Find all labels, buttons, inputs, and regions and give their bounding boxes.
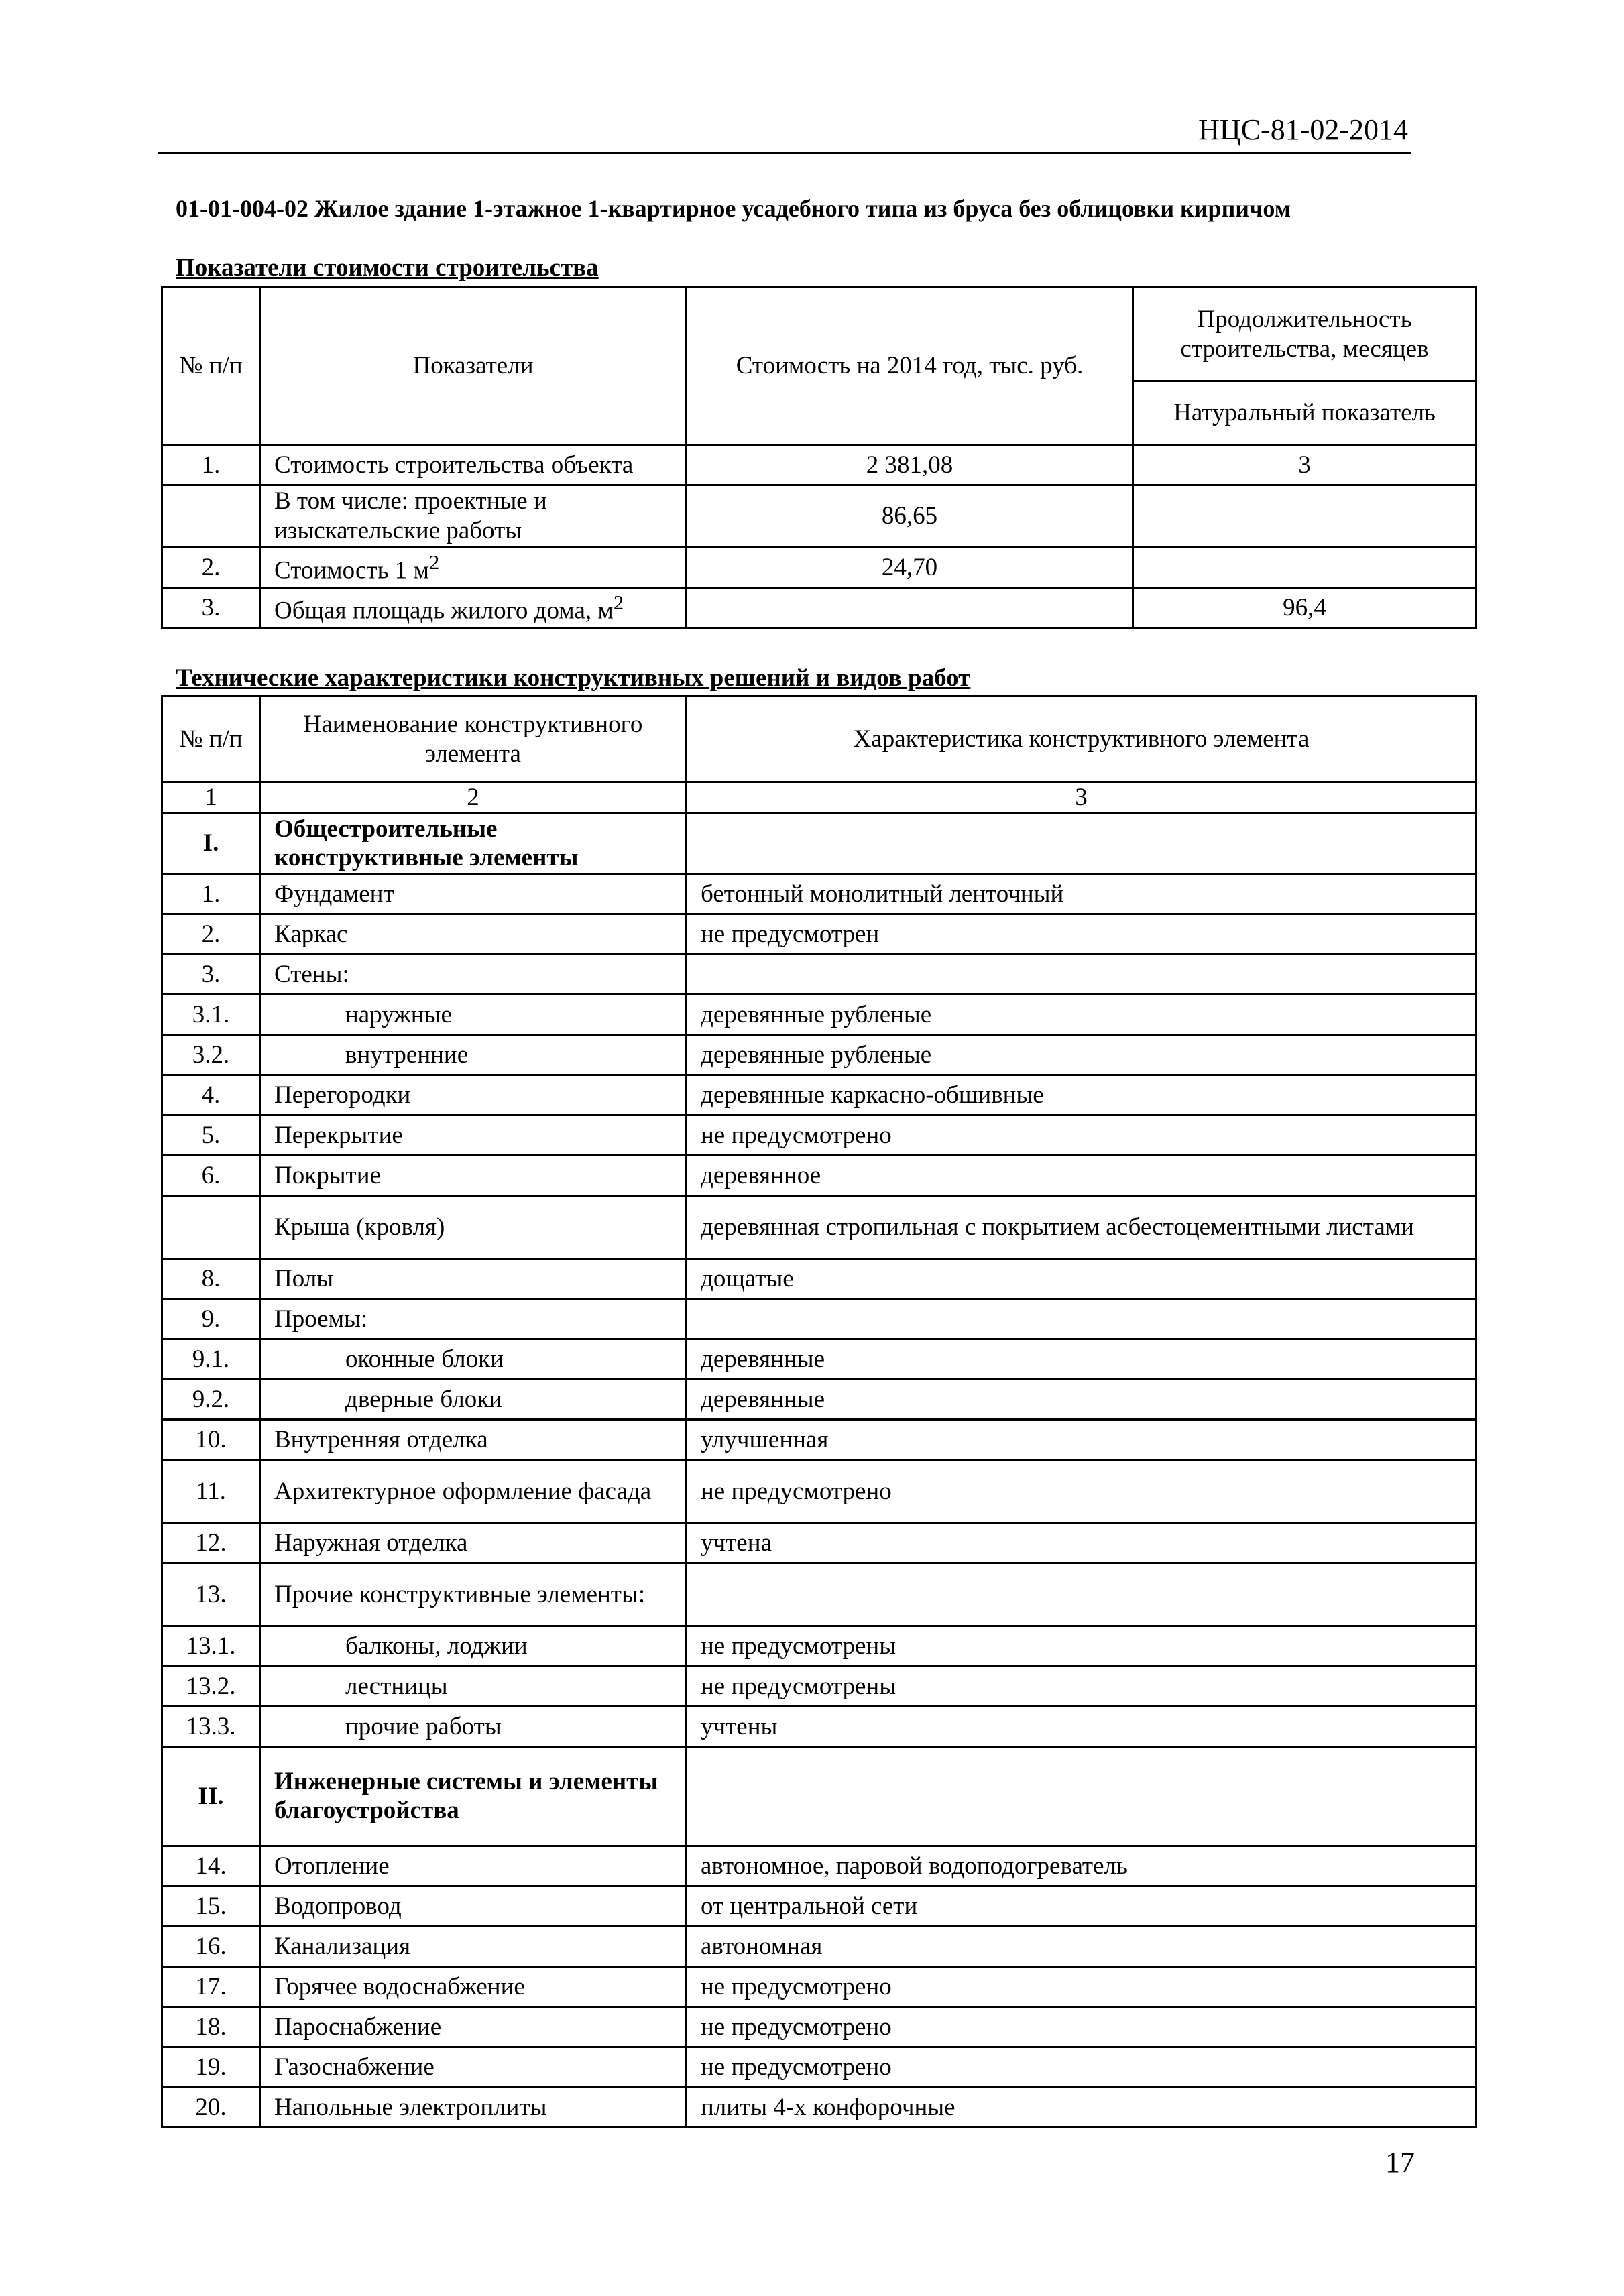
row-characteristic: деревянные рубленые [687,994,1476,1034]
cost-table [161,286,1477,629]
table-row [162,485,1476,548]
row-num: 6. [162,1155,260,1195]
row-element: лестницы [260,1666,687,1706]
table-row [162,1195,1476,1258]
row-num: 20. [162,2087,260,2127]
row-characteristic: деревянная стропильная с покрытием асбестоцементными листами [687,1195,1476,1258]
row-characteristic: плиты 4-х конфорочные [687,2087,1476,2127]
table-row [162,2006,1476,2047]
row-num: 18. [162,2006,260,2047]
table-row [162,1886,1476,1926]
table-row [162,1746,1476,1846]
row-num: 4. [162,1075,260,1115]
header-element: Наименование конструктивного элемента [260,697,687,782]
table-row [162,1298,1476,1339]
row-characteristic [687,954,1476,994]
row-element: Полы [260,1258,687,1298]
row-element: балконы, лоджии [260,1626,687,1666]
table-row [162,1379,1476,1419]
row-label: Стоимость строительства объекта [260,445,687,485]
row-cost: 86,65 [687,485,1133,548]
row-num: 9. [162,1298,260,1339]
table-row [162,548,1476,588]
page-number: 17 [1385,2146,1415,2179]
table-row [162,1419,1476,1459]
row-extra: 3 [1133,445,1476,485]
row-element: Крыша (кровля) [260,1195,687,1258]
table-row [162,1563,1476,1626]
row-cost [687,588,1133,628]
row-element: Газоснабжение [260,2047,687,2087]
row-characteristic [687,1563,1476,1626]
row-element: Покрытие [260,1155,687,1195]
row-num: 3. [162,954,260,994]
row-characteristic [687,1298,1476,1339]
table-row [162,1926,1476,1966]
row-num: II. [162,1746,260,1846]
row-characteristic: деревянные рубленые [687,1034,1476,1075]
row-num: 10. [162,1419,260,1459]
table-row [162,1626,1476,1666]
table-row [162,1258,1476,1298]
row-num: 19. [162,2047,260,2087]
row-num: 9.1. [162,1339,260,1379]
row-element: Канализация [260,1926,687,1966]
row-characteristic: деревянное [687,1155,1476,1195]
row-label: Стоимость 1 $м^2$ [260,548,687,588]
row-label: В том числе: проектные и изыскательские работы [260,485,687,548]
header-indicator: Показатели [260,288,687,445]
row-num: 14. [162,1846,260,1886]
row-characteristic: не предусмотрен [687,914,1476,954]
row-element: Внутренняя отделка [260,1419,687,1459]
row-num [162,1195,260,1258]
row-num: 16. [162,1926,260,1966]
row-num: I. [162,813,260,873]
tech-section-title: Технические характеристики конструктивных решений и видов работ [176,664,971,692]
row-cost: 2 381,08 [687,445,1133,485]
row-element: Фундамент [260,873,687,914]
table-row [162,1846,1476,1886]
row-characteristic: деревянные [687,1379,1476,1419]
table-row [162,914,1476,954]
row-element: Отопление [260,1846,687,1886]
row-element: Стены: [260,954,687,994]
row-characteristic: не предусмотрено [687,1459,1476,1522]
row-num: 11. [162,1459,260,1522]
table-row [162,1339,1476,1379]
table-row [162,954,1476,994]
table-row [162,1034,1476,1075]
table-row [162,1459,1476,1522]
row-num [162,485,260,548]
row-characteristic: дощатые [687,1258,1476,1298]
row-element: Каркас [260,914,687,954]
column-number: 2 [260,782,687,814]
row-num: 1. [162,445,260,485]
table-row [162,1966,1476,2006]
cost-section-title: Показатели стоимости строительства [176,254,599,282]
column-number: 3 [687,782,1476,814]
row-characteristic: учтена [687,1522,1476,1563]
row-element: внутренние [260,1034,687,1075]
row-num: 2. [162,914,260,954]
table-row [162,1155,1476,1195]
row-characteristic: не предусмотрены [687,1626,1476,1666]
table-row [162,2087,1476,2127]
row-num: 8. [162,1258,260,1298]
row-characteristic: автономная [687,1926,1476,1966]
table-row [162,1666,1476,1706]
row-num: 12. [162,1522,260,1563]
row-num: 5. [162,1115,260,1155]
row-element: наружные [260,994,687,1034]
row-characteristic [687,813,1476,873]
row-num: 13.3. [162,1706,260,1746]
row-characteristic: не предусмотрено [687,2047,1476,2087]
row-characteristic: учтены [687,1706,1476,1746]
row-element: Наружная отделка [260,1522,687,1563]
header-duration: Продолжительность строительства, месяцев [1133,288,1476,381]
row-element: Горячее водоснабжение [260,1966,687,2006]
document-code: НЦС-81-02-2014 [1198,113,1408,146]
row-element: Общестроительные конструктивные элементы [260,813,687,873]
row-element: Прочие конструктивные элементы: [260,1563,687,1626]
row-num: 15. [162,1886,260,1926]
row-element: Инженерные системы и элементы благоустройства [260,1746,687,1846]
row-num: 1. [162,873,260,914]
row-extra [1133,548,1476,588]
row-element: Перекрытие [260,1115,687,1155]
row-element: оконные блоки [260,1339,687,1379]
row-num: 17. [162,1966,260,2006]
row-characteristic: не предусмотрено [687,2006,1476,2047]
header-natural: Натуральный показатель [1133,381,1476,445]
table-row [162,1522,1476,1563]
row-element: Напольные электроплиты [260,2087,687,2127]
column-number: 1 [162,782,260,814]
row-cost: 24,70 [687,548,1133,588]
header-rule [158,152,1411,154]
row-element: прочие работы [260,1706,687,1746]
row-num: 13.1. [162,1626,260,1666]
row-element: Архитектурное оформление фасада [260,1459,687,1522]
row-num: 3.1. [162,994,260,1034]
table-row [162,588,1476,628]
row-characteristic: деревянные [687,1339,1476,1379]
table-row [162,1706,1476,1746]
row-characteristic: бетонный монолитный ленточный [687,873,1476,914]
header-num: № п/п [162,288,260,445]
row-element: дверные блоки [260,1379,687,1419]
header-characteristic: Характеристика конструктивного элемента [687,697,1476,782]
row-element: Водопровод [260,1886,687,1926]
header-cost: Стоимость на 2014 год, тыс. руб. [687,288,1133,445]
row-num: 2. [162,548,260,588]
header-num: № п/п [162,697,260,782]
document-title: 01-01-004-02 Жилое здание 1-этажное 1-квартирное усадебного типа из бруса без облицовки кирпичом [176,195,1291,222]
row-num: 3. [162,588,260,628]
row-characteristic: не предусмотрены [687,1666,1476,1706]
row-element: Перегородки [260,1075,687,1115]
row-characteristic: не предусмотрено [687,1115,1476,1155]
row-characteristic: не предусмотрено [687,1966,1476,2006]
table-row [162,994,1476,1034]
tech-table [161,695,1477,2128]
table-row [162,1075,1476,1115]
row-characteristic: автономное, паровой водоподогреватель [687,1846,1476,1886]
table-row [162,1115,1476,1155]
row-element: Проемы: [260,1298,687,1339]
row-extra [1133,485,1476,548]
row-label: Общая площадь жилого дома, $м^2$ [260,588,687,628]
row-num: 13. [162,1563,260,1626]
table-row [162,2047,1476,2087]
row-num: 9.2. [162,1379,260,1419]
row-characteristic [687,1746,1476,1846]
row-element: Пароснабжение [260,2006,687,2047]
table-row [162,445,1476,485]
table-row [162,813,1476,873]
table-row [162,873,1476,914]
row-num: 13.2. [162,1666,260,1706]
row-num: 3.2. [162,1034,260,1075]
row-extra: 96,4 [1133,588,1476,628]
row-characteristic: деревянные каркасно-обшивные [687,1075,1476,1115]
row-characteristic: улучшенная [687,1419,1476,1459]
row-characteristic: от центральной сети [687,1886,1476,1926]
